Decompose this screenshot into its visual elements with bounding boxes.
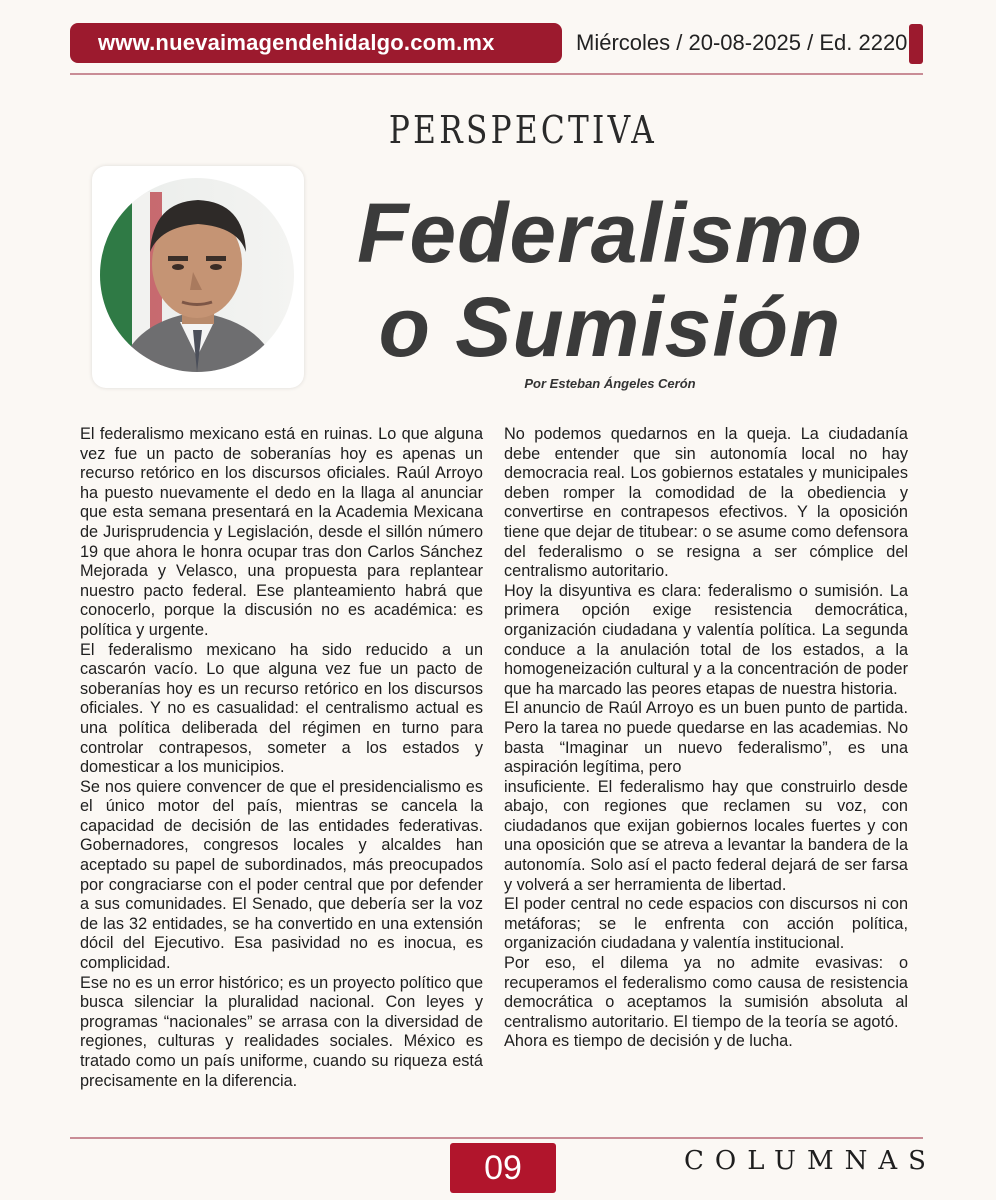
paragraph: Hoy la disyuntiva es clara: federalismo o sumisión. La primera opción exige resistencia democrática, organización ciudadana y valentía política. La segunda conduce a la anulación total de los estados, a la homogeneización cultural y a la concentración de poder que ha marcado las peores etapas de nuestra historia.: [504, 581, 908, 698]
footer-section-label: COLUMNAS: [684, 1146, 937, 1176]
article-headline: [330, 186, 890, 374]
paragraph: Se nos quiere convencer de que el presidencialismo es el único motor del país, mientras se cancela la capacidad de decisión de las entidades federativas. Gobernadores, congresos locales y alcaldes han aceptado su papel de subordinados, más preocupados por congraciarse con el poder central que por defender a sus comunidades. El Senado, que debería ser la voz de las 32 entidades, se ha convertido en una extensión dócil del Ejecutivo. Esa pasividad no es inocua, es complicidad.: [80, 777, 483, 973]
author-portrait: [98, 172, 296, 378]
edition-info: Miércoles / 20-08-2025 / Ed. 2220: [576, 30, 908, 55]
paragraph: El federalismo mexicano está en ruinas. Lo que alguna vez fue un pacto de soberanías hoy es apenas un recurso retórico en los discursos oficiales. Raúl Arroyo ha puesto nuevamente el dedo en la llaga al anunciar que esta semana presentará en la Academia Mexicana de Jurisprudencia y Legislación, desde el sillón número 19 que ahora le honra ocupar tras don Carlos Sánchez Mejorada y Velasco, una propuesta para replantear nuestro pacto federal. Ese planteamiento habrá que conocerlo, porque la discusión no es académica: es política y urgente.: [80, 425, 483, 639]
paragraph: El federalismo mexicano ha sido reducido a un cascarón vacío. Lo que alguna vez fue un pacto de soberanías hoy es un recurso retórico en los discursos oficiales. Y no es casualidad: el centralismo actual es una política deliberada del régimen en turno para controlar contrapesos, someter a los estados y domesticar a los municipios.: [80, 640, 483, 777]
masthead-bar: [70, 20, 923, 68]
article-byline: Por Esteban Ángeles Cerón: [524, 376, 696, 391]
paragraph: Ese no es un error histórico; es un proyecto político que busca silenciar la pluralidad nacional. Con leyes y programas “nacionales” se arrasa con la diversidad de regiones, culturas y realidades sociales. México es tratado como un país uniforme, cuando su riqueza está precisamente en la diferencia.: [80, 973, 483, 1090]
paragraph: El anuncio de Raúl Arroyo es un buen punto de partida. Pero la tarea no puede quedarse en las academias. No basta “Imaginar un nuevo federalismo”, es una aspiración legítima, pero: [504, 699, 908, 777]
author-photo-card: [92, 166, 304, 388]
site-url[interactable]: www.nuevaimagendehidalgo.com.mx: [70, 23, 562, 63]
paragraph: insuficiente. El federalismo hay que construirlo desde abajo, con regiones que reclamen su voz, con ciudadanos que exijan gobiernos locales fuertes y con una oposición que se atreva a levantar la bandera de la autonomía. Solo así el pacto federal dejará de ser farsa y volverá a ser herramienta de libertad.: [504, 777, 908, 894]
section-title: PERSPECTIVA: [388, 108, 658, 152]
headline-line-2: o Sumisión: [378, 280, 842, 374]
footer-divider: [70, 1137, 923, 1139]
header-divider: [70, 73, 923, 75]
page-number: 09: [450, 1143, 556, 1193]
article-column-left: [80, 425, 483, 1091]
paragraph: No podemos quedarnos en la queja. La ciudadanía debe entender que sin autonomía local no hay democracia real. Los gobiernos estatales y municipales deben romper la comodidad de la obediencia y convertirse en contrapesos efectivos. Y la oposición tiene que dejar de titubear: o se asume como defensora del federalismo o se resigna a ser cómplice del centralismo autoritario.: [504, 425, 908, 581]
paragraph: Ahora es tiempo de decisión y de lucha.: [504, 1032, 793, 1051]
headline-line-1: Federalismo: [357, 186, 863, 280]
masthead-edge-block: [909, 24, 923, 64]
paragraph: Por eso, el dilema ya no admite evasivas: o recuperamos el federalismo como causa de resistencia democrática o aceptamos la sumisión absoluta al centralismo autoritario. El tiempo de la teoría se agotó.: [504, 954, 908, 1031]
article-column-right: [504, 425, 908, 1052]
paragraph: El poder central no cede espacios con discursos ni con metáforas; se le enfrenta con acción política, organización ciudadana y valentía institucional.: [504, 895, 908, 953]
